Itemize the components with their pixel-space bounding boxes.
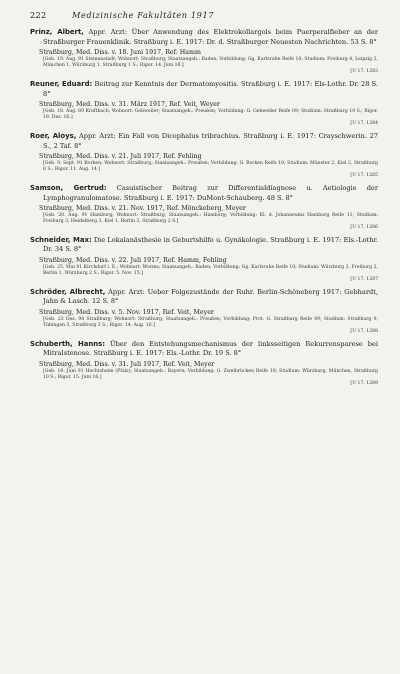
dissertation-line: Straßburg, Med. Diss. v. 22. Juli 1917, Ref. Hamm, Fehling — [39, 257, 227, 265]
entry-title: Appr. Arzt: Ueber Folgezustände der Ruhr. Berlin-Schöneberg 1917: Gebhardt, Jahn & Lasch. 12 S. 8° — [43, 287, 378, 306]
note-text: [Geb. 25. Mai 91 Kirchdorf i. E.; Wohnort: Worms; Staatsangeh.: Baden; Vorbildung: Gg. Karlsruhe Reife 10; Studium: Würzburg 3, Freiburg 2, Berlin 1, Würzburg 2 S.; Rigor. 5. Nov. 15.] — [43, 265, 378, 277]
dissertation-line: Straßburg, Med. Diss. v. 31. Juli 1917, Ref. Veit, Meyer — [39, 361, 215, 368]
author-name: Prinz, Albert, — [30, 28, 84, 36]
note-text: [Geb. 18. Juni 91 Hechtsheim (Pfalz); Staatsangeh.: Bayern; Vorbildung: G. Zweibrücken Reife 10; Studium: Würzburg, München, Straßburg 10 S.; Rigor. 15. Juni 16.] — [43, 369, 378, 381]
biographical-note — [43, 317, 378, 335]
dissertation-line: Straßburg, Med. Diss. v. 21. Juli 1917, Ref. Fehling — [39, 153, 202, 161]
author-name: Roer, Aloys, — [30, 131, 77, 140]
dissertation-line: Straßburg, Med. Diss. v. 21. Nov. 1917, Ref. Mönckeberg, Meyer — [39, 205, 246, 213]
entry-citation — [30, 236, 378, 255]
biographical-note — [43, 369, 378, 387]
note-text: [Geb. 9. Sept. 91 Borken; Wohnort: Straßburg; Staatsangeh.: Preußen; Vorbildung: G. Borken Reife 10; Studium: Münster 2, Kiel 2, Straßburg 6 S.; Rigor. 11. Aug. 14.] — [43, 161, 378, 173]
entry-schneider — [30, 236, 378, 283]
reference-number: [U 17. 1288 — [350, 329, 378, 335]
entry-schuberth — [30, 340, 378, 387]
reference-number: [U 17. 1284 — [350, 121, 378, 127]
entry-schroeder — [30, 288, 378, 335]
entry-citation — [30, 184, 378, 203]
page-header — [30, 10, 378, 20]
note-text: [Geb. 23 Dez. 90 Straßburg; Wohnort: Straßburg; Staatsangeh.: Preußen; Vorbildung: Prot. G. Straßburg Reife 09; Studium: Straßburg 9, Tübingen 3, Straßburg 2 S.; Rigor. 14. Aug. 16.] — [43, 317, 378, 329]
entry-prinz — [30, 28, 378, 75]
running-title: Medizinische Fakultäten 1917 — [72, 10, 215, 20]
dissertation-line: Straßburg, Med. Diss. v. 18. Juni 1917, Ref. Hamm — [39, 49, 201, 57]
page-number: 222 — [30, 10, 47, 20]
dissertation-line: Straßburg, Med. Diss. v. 31. März 1917, Ref. Veit, Weyer — [39, 101, 220, 109]
dissertation-line: Straßburg, Med. Diss. v. 5. Nov. 1917, Ref. Veit, Meyer — [39, 309, 214, 317]
note-text: [Geb. 20. Aug. 91 Hamburg; Wohnort: Straßburg; Staatsangeh.: Hamburg; Vorbildung: Kl. d. Johanneums Hamburg Reife 11; Studium: Freiburg 3, Heidelberg 3, Kiel 1, Berlin 3, Straßburg 2 S.] — [43, 213, 378, 225]
entry-citation — [30, 80, 378, 99]
biographical-note — [43, 265, 378, 283]
entry-title: Appr. Arzt: Ein Fall von Dicephalus tribrachius. Straßburg i. E. 1917: Crayschwerin. 27 S., 2 Taf. 8° — [43, 131, 378, 150]
reference-number: [U 17. 1286 — [350, 225, 378, 231]
biographical-note — [43, 109, 378, 127]
entry-citation — [30, 288, 378, 307]
reference-number: [U 17. 1285 — [350, 173, 378, 179]
entry-title: Casuistischer Beitrag zur Differentialdiagnose u. Aetiologie der Lymphogranulomatose. Straßburg i. E. 1917: DuMont-Schauberg. 48 S. 8° — [43, 183, 378, 202]
entry-title: Beitrag zur Kenntnis der Dermatomyositis. Straßburg i. E. 1917: Els-Lothr. Dr. 28 S. 8° — [43, 79, 378, 98]
reference-number: [U 17. 1287 — [350, 277, 378, 283]
entry-reuner — [30, 80, 378, 127]
entry-title: Die Lokalanästhesie in Geburtshilfe u. Gynäkologie. Straßburg i. E. 1917: Els.-Lothr. Dr. 34 S. 8° — [43, 235, 378, 254]
reference-number: [U 17. 1283 — [350, 69, 378, 75]
entry-roer — [30, 132, 378, 179]
author-name: Reuner, Eduard: — [30, 79, 93, 88]
biographical-note — [43, 213, 378, 231]
note-text: [Geb. 18. Aug. 89 Kraftbach; Wohnort: Gebweiler; Staatsangeh.: Preußen; Vorbildung: G. Gebweiler Reife 09; Studium: Straßburg 10 S.; Rigor. 19. Dez. 16.] — [43, 109, 378, 121]
author-name: Schuberth, Hanns: — [30, 339, 106, 348]
entry-title: Appr. Arzt: Über Anwendung des Elektrokollargols beim Puerperalfieber an der Straßburger Frauenklinik. Straßburg i. E. 1917: Dr. d. Straßburger Neuesten Nachrichten. 53 S. 8° — [43, 28, 378, 46]
note-text: [Geb. 19. Aug. 91 Steinenstadt; Wohnort: Straßburg; Staatsangeh.: Baden; Vorbildung: Gg. Karlsruhe Reife 10; Studium: Freiburg 4, Leipzig 2, München 1, Würzburg 1, Straßburg 1 S.; Rigor. 14. Juni 16.] — [43, 57, 378, 69]
entry-samson — [30, 184, 378, 231]
entry-title: Über den Entstehungsmechanismus der linksseitigen Rekurrensparese bei Mitralstenose. Straßburg i. E. 1917: Els.-Lothr. Dr. 19 S. 8° — [43, 339, 378, 358]
entry-citation — [30, 28, 378, 47]
biographical-note — [43, 161, 378, 179]
entry-citation — [30, 132, 378, 151]
author-name: Samson, Gertrud: — [30, 183, 107, 192]
entry-citation — [30, 340, 378, 359]
author-name: Schneider, Max: — [30, 235, 92, 244]
author-name: Schröder, Albrecht, — [30, 287, 106, 296]
biographical-note — [43, 57, 378, 75]
reference-number: [U 17. 1289 — [350, 381, 378, 387]
